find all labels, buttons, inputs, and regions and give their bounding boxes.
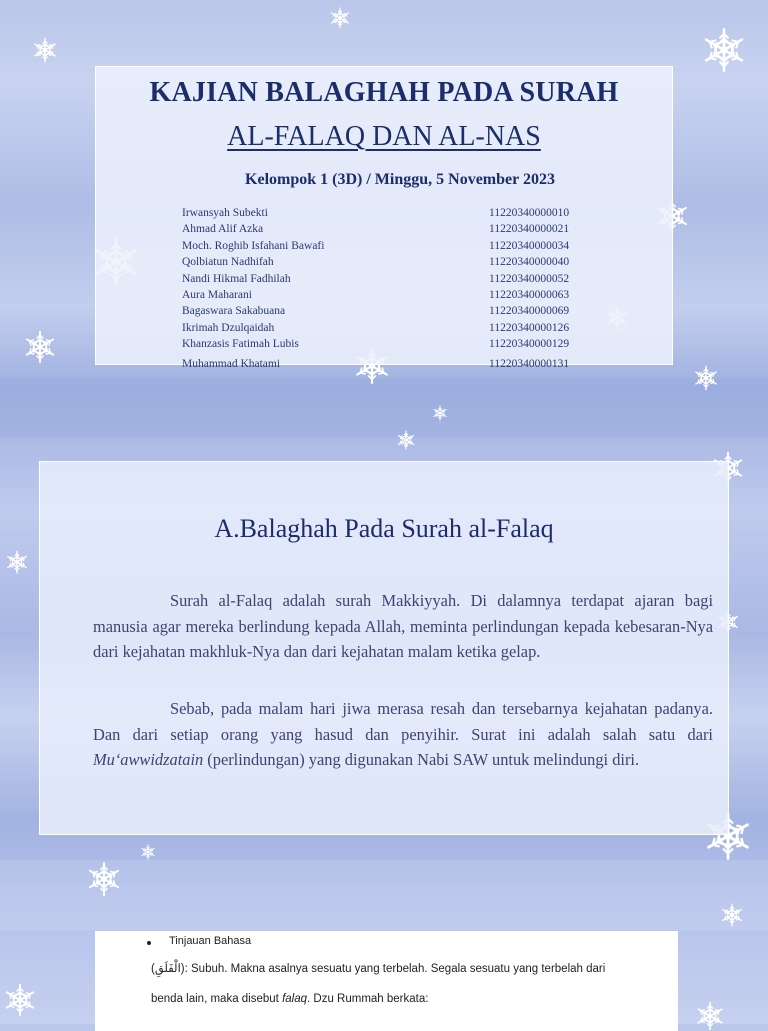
member-name: Muhammad Khatami xyxy=(182,357,281,370)
snowflake-icon xyxy=(329,7,351,29)
document-line-1 xyxy=(151,961,605,975)
arabic-term: (الْفَلَقِ) xyxy=(151,963,185,975)
member-name: Khanzasis Fatimah Lubis xyxy=(182,338,299,351)
member-name: Ahmad Alif Azka xyxy=(182,223,264,236)
member-id: 11220340000021 xyxy=(489,223,570,236)
section-card xyxy=(39,461,729,835)
snowflake-icon xyxy=(432,405,448,421)
document-line-2-text-end: . Dzu Rummah berkata: xyxy=(307,993,429,1005)
paragraph-2-italic-term: Mu‘awwidzatain xyxy=(93,750,204,769)
bullet-icon xyxy=(147,941,151,945)
member-id: 11220340000052 xyxy=(489,272,570,285)
member-name: Moch. Roghib Isfahani Bawafi xyxy=(182,239,325,252)
member-id: 11220340000040 xyxy=(489,256,570,269)
snowflake-icon xyxy=(23,330,57,364)
group-date-subtitle: Kelompok 1 (3D) / Minggu, 5 November 2023 xyxy=(245,171,555,188)
document-line-1-text: : Subuh. Makna asalnya sesuatu yang terbelah. Segala sesuatu yang terbelah dari xyxy=(184,963,606,975)
member-row xyxy=(182,273,612,289)
member-row xyxy=(182,289,612,305)
member-name: Irwansyah Subekti xyxy=(182,207,268,219)
paragraph-2 xyxy=(93,696,713,773)
snowflake-icon xyxy=(695,1001,725,1031)
document-excerpt xyxy=(95,931,678,1031)
member-name: Ikrimah Dzulqaidah xyxy=(182,321,275,334)
member-row xyxy=(182,322,612,338)
title-card xyxy=(95,66,673,370)
snowflake-icon xyxy=(5,550,29,574)
member-id: 11220340000010 xyxy=(489,207,570,219)
member-row xyxy=(182,240,612,256)
snowflake-icon xyxy=(32,37,58,63)
document-italic-term: falaq xyxy=(282,993,307,1005)
member-id: 11220340000034 xyxy=(489,239,570,252)
member-row xyxy=(182,305,612,321)
document-line-2-text: benda lain, maka disebut xyxy=(151,993,283,1005)
snowflake-icon xyxy=(396,430,416,450)
snowflake-icon xyxy=(140,844,156,860)
paragraph-2-text: Sebab, pada malam hari jiwa merasa resah dan tersebarnya kejahatan padanya. Dan dari setiap orang yang hasud dan penyihir. Surat ini adalah salah satu dari xyxy=(93,699,713,744)
member-name: Nandi Hikmal Fadhilah xyxy=(182,272,291,285)
background-band xyxy=(0,378,768,438)
section-heading: A.Balaghah Pada Surah al-Falaq xyxy=(214,514,554,543)
member-id: 11220340000063 xyxy=(489,288,570,301)
document-line-2 xyxy=(151,993,428,1005)
paragraph-1: Surah al-Falaq adalah surah Makkiyyah. Di dalamnya terdapat ajaran bagi manusia agar mereka berlindung kepada Allah, meminta perlindungan kepada kebesaran-Nya dari kejahatan makhluk-Nya dan dari kejahatan malam ketika gelap. xyxy=(93,591,713,661)
main-title-subline: AL-FALAQ DAN AL-NAS xyxy=(227,121,541,152)
snowflake-icon xyxy=(86,861,122,897)
member-id: 11220340000069 xyxy=(489,305,570,318)
member-name: Bagaswara Sakabuana xyxy=(182,305,286,318)
member-row xyxy=(182,256,612,272)
member-list xyxy=(182,207,612,371)
member-name: Aura Maharani xyxy=(182,288,252,301)
member-row xyxy=(182,358,612,374)
snowflake-icon xyxy=(701,27,747,73)
bullet-heading: Tinjauan Bahasa xyxy=(169,935,252,947)
snowflake-icon xyxy=(720,903,744,927)
member-id: 11220340000126 xyxy=(489,321,570,334)
member-id: 11220340000129 xyxy=(489,338,570,351)
member-row xyxy=(182,207,612,223)
member-name: Qolbiatun Nadhifah xyxy=(182,256,274,269)
paragraph-2-text-end: (perlindungan) yang digunakan Nabi SAW untuk melindungi diri. xyxy=(203,750,640,769)
member-row xyxy=(182,338,612,354)
snowflake-icon xyxy=(693,365,719,391)
member-id: 11220340000131 xyxy=(489,357,570,370)
main-title: KAJIAN BALAGHAH PADA SURAH xyxy=(149,77,619,108)
member-row xyxy=(182,223,612,239)
snowflake-icon xyxy=(3,983,37,1017)
